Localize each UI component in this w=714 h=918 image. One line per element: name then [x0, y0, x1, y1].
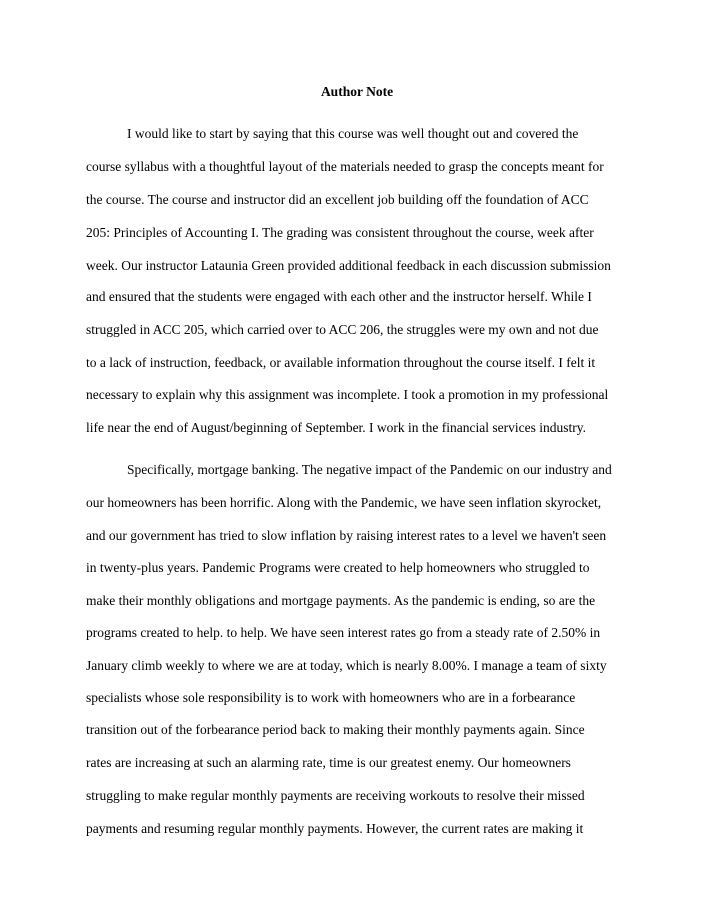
paragraph-2-line-12: payments and resuming regular monthly payments. However, the current rates are making it [86, 821, 584, 836]
page-title: Author Note [320, 84, 394, 99]
paragraph-2-line-1: Specifically, mortgage banking. The negative impact of the Pandemic on our industry and [127, 462, 612, 477]
paragraph-1-line-7: struggled in ACC 205, which carried over to ACC 206, the struggles were my own and not due [86, 322, 599, 337]
paragraph-2-line-7: January climb weekly to where we are at today, which is nearly 8.00%. I manage a team of sixty [86, 658, 607, 673]
paragraph-1-line-8: to a lack of instruction, feedback, or available information throughout the course itself. I felt it [86, 355, 596, 370]
paragraph-1-line-2: course syllabus with a thoughtful layout of the materials needed to grasp the concepts meant for [86, 159, 604, 174]
paragraph-2-line-6: programs created to help. to help. We have seen interest rates go from a steady rate of 2.50% in [86, 625, 601, 640]
paragraph-2-line-8: specialists whose sole responsibility is to work with homeowners who are in a forbearance [86, 690, 576, 705]
paragraph-1-line-3: the course. The course and instructor did an excellent job building off the foundation of ACC [86, 192, 589, 207]
paragraph-2-line-11: struggling to make regular monthly payments are receiving workouts to resolve their missed [86, 788, 585, 803]
paragraph-1-line-6: and ensured that the students were engaged with each other and the instructor herself. While I [86, 289, 592, 304]
paragraph-2-line-4: in twenty-plus years. Pandemic Programs were created to help homeowners who struggled to [86, 560, 590, 575]
paragraph-1-line-9: necessary to explain why this assignment was incomplete. I took a promotion in my professional [86, 387, 609, 402]
paragraph-2-line-2: our homeowners has been horrific. Along with the Pandemic, we have seen inflation skyrocket, [86, 495, 602, 510]
paragraph-1-line-10: life near the end of August/beginning of September. I work in the financial services industry. [86, 420, 586, 435]
paragraph-2-line-9: transition out of the forbearance period back to making their monthly payments again. Since [86, 722, 585, 737]
paragraph-1-line-4: 205: Principles of Accounting I. The grading was consistent throughout the course, week after [86, 225, 594, 240]
paragraph-1-line-1: I would like to start by saying that this course was well thought out and covered the [127, 126, 579, 141]
paragraph-1-line-5: week. Our instructor Lataunia Green provided additional feedback in each discussion submission [86, 258, 611, 273]
paragraph-2-line-3: and our government has tried to slow inflation by raising interest rates to a level we haven't seen [86, 528, 607, 543]
paragraph-2-line-10: rates are increasing at such an alarming rate, time is our greatest enemy. Our homeowners [86, 755, 571, 770]
paragraph-2-line-5: make their monthly obligations and mortgage payments. As the pandemic is ending, so are the [86, 593, 596, 608]
